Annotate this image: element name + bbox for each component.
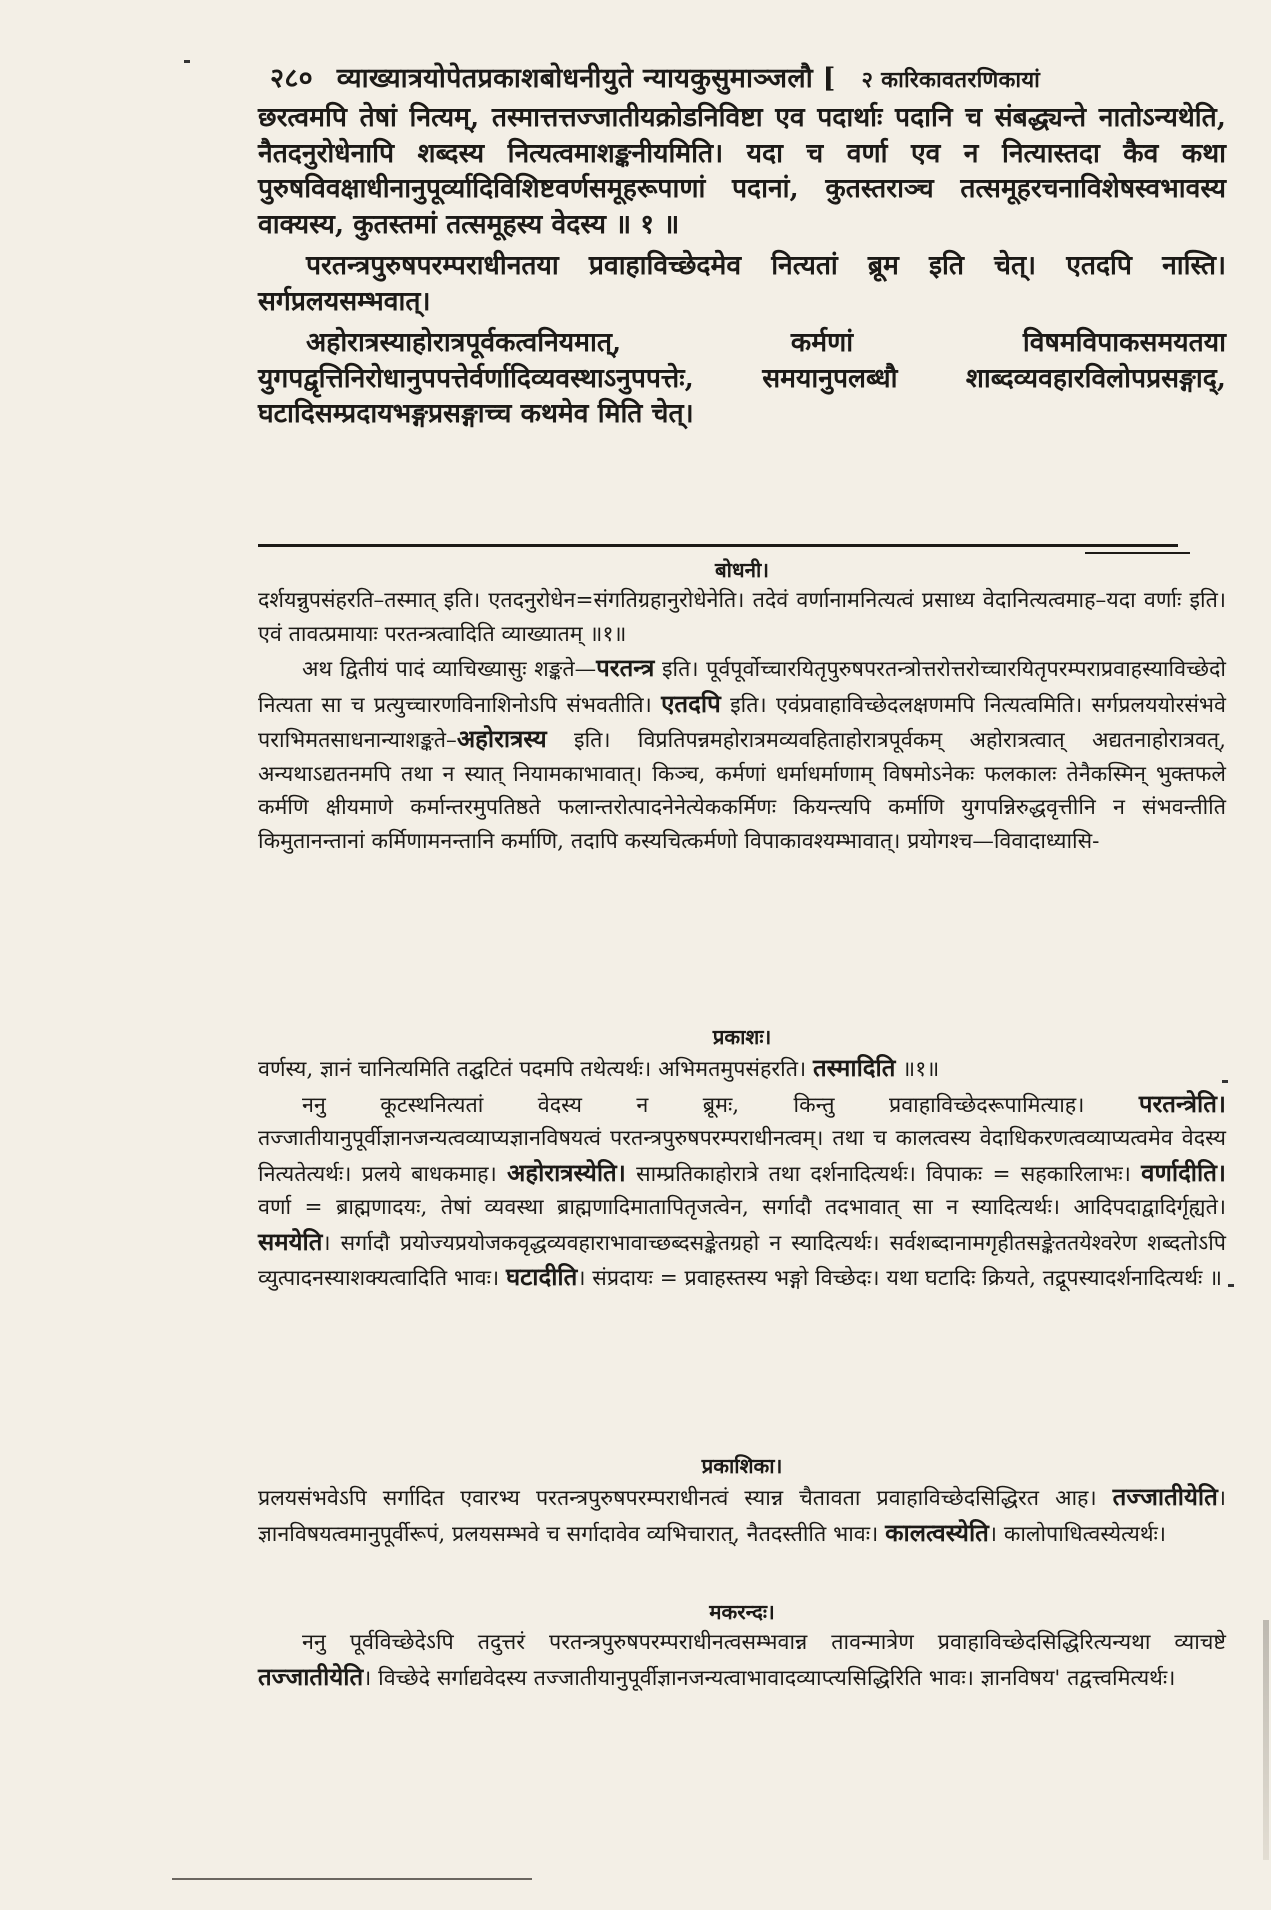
margin-speck [1228, 1284, 1234, 1287]
prakashika-text-1: प्रलयसंभवेऽपि सर्गादित एवारभ्य परतन्त्रपुरुषपरम्पराधीनत्वं स्यान्न चैतावता प्रवाहाविच्छेदसिद्धिरत आह। [258, 1486, 1097, 1511]
bodhani-commentary [258, 556, 1226, 858]
prakasha-term-2: परतन्त्रेति। [1138, 1088, 1226, 1118]
makaranda-title: मकरन्दः। [709, 1600, 775, 1624]
bodhani-title: बोधनी। [714, 558, 770, 582]
prakashika-commentary [258, 1452, 1226, 1551]
page-edge-shadow [1263, 1620, 1269, 1860]
prakashika-term-1: तज्जातीयेति [1112, 1482, 1218, 1511]
bodhani-term: परतन्त्र [596, 653, 655, 682]
section-title: २ कारिकावतरणिकायां [861, 67, 1041, 93]
prakasha-text-4b: वर्णा = ब्राह्मणादयः, तेषां व्यवस्था ब्राह्मणादिमातापितृजत्वेन, सर्गादौ तदभावात् सा न स्यादित्यर्थः। आदिपदाद्वादिर्गृह्यते। [258, 1195, 1226, 1220]
prakashika-text-3: । कालोपाधित्वस्येत्यर्थः। [988, 1521, 1167, 1547]
bodhani-text-c: इति। विप्रतिपन्नमहोरात्रमव्यवहिताहोरात्रपूर्वकम् अहोरात्रत्वात् अद्यतनाहोरात्रवत्, अन्यथाऽद्यतनमपि तथा न स्यात् नियामकाभावात्। किञ्च, कर्मणां धर्माधर्माणाम् विषमोऽनेकः फलकालः तेनैकस्मिन् भुक्तफले कर्मणि क्षीयमाणे कर्मान्तरमुपतिष्ठते फलान्तरोत्पादनेनेत्येककर्मिणः कियन्त्यपि कर्माणि युगपन्निरुद्धवृत्तीनि न संभवन्तीति किमुतानन्तानां कर्मिणामनन्तानि कर्माणि, तदापि कस्यचित्कर्मणो विपाकावश्यम्भावात्। प्रयोगश्च—विवादाध्यासि- [258, 728, 1226, 854]
bodhani-para-1: दर्शयन्नुपसंहरति–तस्मात् इति। एतदनुरोधेन=संगतिग्रहानुरोधेनेति। तदेवं वर्णानामनित्यत्वं प्रसाध्य वेदानित्यत्वमाह–यदा वर्णाः इति। एवं तावत्प्रमायाः परतन्त्रत्वादिति व्याख्यातम् ॥१॥ [258, 588, 1226, 647]
makaranda-term-1: तज्जातीयेति [258, 1661, 364, 1691]
margin-speck [1222, 1080, 1228, 1083]
prakasha-text-3: तज्जातीयानुपूर्वीज्ञानजन्यत्वव्याप्यज्ञानविषयत्वं परतन्त्रपुरुषपरम्पराधीनत्वम्। तथा च कालत्वस्य वेदाधिकरणत्वव्याप्यत्वमेव वेदस्य नित्यतेत्यर्थः। प्रलये बाधकमाह। [258, 1126, 1226, 1187]
bodhani-text-a: इति। पूर्वपूर्वोच्चारयितृपुरुषपरतन्त्रोत्तरोत्तरोच्चारयितृपरम्पराप्रवाहस्याविच्छेदो नित्यता सा च प्रत्युच्चारणविनाशिनोऽपि संभवतीति। [258, 657, 1226, 718]
bodhani-para-2 [258, 651, 1226, 858]
prakashika-text-2: । ज्ञानविषयत्वमानुपूर्वीरूपं, प्रलयसम्भवे च सर्गादावेव व्यभिचारात्, नैतदस्तीति भावः। [258, 1486, 1226, 1547]
divider-rule [258, 544, 1178, 547]
prakasha-text-2: ननु कूटस्थनित्यतां वेदस्य न ब्रूमः, किन्तु प्रवाहाविच्छेदरूपामित्याह। [302, 1092, 1085, 1118]
prakasha-term-5: समयेति [258, 1226, 323, 1256]
prakasha-term-3: अहोरात्रस्येति। [506, 1157, 626, 1187]
prakasha-para-1 [258, 1051, 1226, 1087]
prakasha-text-1: वर्णस्य, ज्ञानं चानित्यमिति तद्घटितं पदमपि तथेत्यर्थः। अभिमतमुपसंहरति। [258, 1057, 807, 1082]
mula-para-3: अहोरात्रस्याहोरात्रपूर्वकत्वनियमात्, कर्मणां विषमविपाकसमयतया युगपद्वृत्तिनिरोधानुपपत्तेर्वर्णादिव्यवस्थाऽनुपपत्तेः, समयानुपलब्धौ शाब्दव्यवहारविलोपप्रसङ्गाद्, घटादिसम्प्रदायभङ्गप्रसङ्गाच्च कथमेव मिति चेत्। [258, 327, 1226, 429]
prakasha-term-4: वर्णादीति। [1141, 1157, 1227, 1187]
footer-rule [172, 1878, 532, 1880]
mula-text [258, 100, 1226, 432]
prakasha-commentary [258, 1023, 1226, 1296]
prakasha-end-1: ॥१॥ [895, 1057, 940, 1082]
makaranda-text-2: । विच्छेदे सर्गाद्यवेदस्य तज्जातीयानुपूर्वीज्ञानजन्यत्वाभावादव्याप्त्यसिद्धिरिति भावः। ज्ञानविषय' तद्वत्त्वमित्यर्थः। [363, 1665, 1176, 1691]
prakasha-text-4: साम्प्रतिकाहोरात्रे तथा दर्शनादित्यर्थः। विपाकः = सहकारिलाभः। [636, 1161, 1131, 1187]
mula-para-2: परतन्त्रपुरुषपरम्पराधीनतया प्रवाहाविच्छेदमेव नित्यतां ब्रूम इति चेत्। एतदपि नास्ति। सर्गप्रलयसम्भवात्। [258, 250, 1226, 317]
prakasha-term-1: तस्मादिति [812, 1053, 896, 1082]
divider-rule-tail [1085, 552, 1190, 554]
page-number: २८० [270, 63, 314, 94]
running-header [270, 58, 1230, 95]
prakasha-para-2 [258, 1087, 1226, 1296]
book-title: व्याख्यात्रयोपेतप्रकाशबोधनीयुते न्यायकुसुमाञ्जलौ [ [336, 63, 836, 94]
makaranda-para-1 [258, 1626, 1226, 1695]
margin-speck [184, 60, 190, 63]
prakashika-title: प्रकाशिका। [701, 1454, 783, 1478]
prakashika-para-1 [258, 1480, 1226, 1551]
prakasha-text-5: । संप्रदायः = प्रवाहस्तस्य भङ्गो विच्छेदः। यथा घटादिः क्रियते, तद्रूपस्यादर्शनादित्यर्थः ॥ [577, 1266, 1223, 1291]
makaranda-commentary [258, 1598, 1226, 1695]
prakasha-term-6: घटादीति [505, 1262, 578, 1291]
mula-para-1: छरत्वमपि तेषां नित्यम्, तस्मात्तत्तज्जातीयक्रोडनिविष्टा एव पदार्थाः पदानि च संबद्ध्यन्ते नातोऽन्यथेति, नैतदनुरोधेनापि शब्दस्य नित्यत्वमाशङ्कनीयमिति। यदा च वर्णा एव न नित्यास्तदा कैव कथा पुरुषविवक्षाधीनानुपूर्व्यादिविशिष्टवर्णसमूहरूपाणां पदानां, कुतस्तराञ्च तत्समूहरचनाविशेषस्वभावस्य वाक्यस्य, कुतस्तमां तत्समूहस्य वेदस्य ॥ १ ॥ [258, 102, 1226, 240]
prakasha-text-4c: । सर्गादौ प्रयोज्यप्रयोजकवृद्धव्यवहाराभावाच्छब्दसङ्केतग्रहो न स्यादित्यर्थः। सर्वशब्दानामगृहीतसङ्केततयेश्वरेण शब्दतोऽपि व्युत्पादनस्याशक्यत्वादिति भावः। [258, 1230, 1226, 1291]
bodhani-text-b: इति। एवंप्रवाहाविच्छेदलक्षणमपि नित्यत्वमिति। सर्गप्रलययोरसंभवे पराभिमतसाधनान्याशङ्कते– [258, 692, 1226, 753]
bodhani-lead: अथ द्वितीयं पादं व्याचिख्यासुः शङ्कते— [302, 657, 597, 682]
prakasha-title: प्रकाशः। [712, 1025, 772, 1049]
bodhani-term-2: एतदपि [661, 688, 721, 718]
prakashika-term-2: कालत्वस्येति [885, 1517, 989, 1547]
makaranda-text-1: ननु पूर्वविच्छेदेऽपि तदुत्तरं परतन्त्रपुरुषपरम्पराधीनत्वसम्भवान्न तावन्मात्रेण प्रवाहाविच्छेदसिद्धिरित्यन्यथा व्याचष्टे [302, 1630, 1226, 1655]
bodhani-term-3: अहोरात्रस्य [456, 724, 547, 753]
